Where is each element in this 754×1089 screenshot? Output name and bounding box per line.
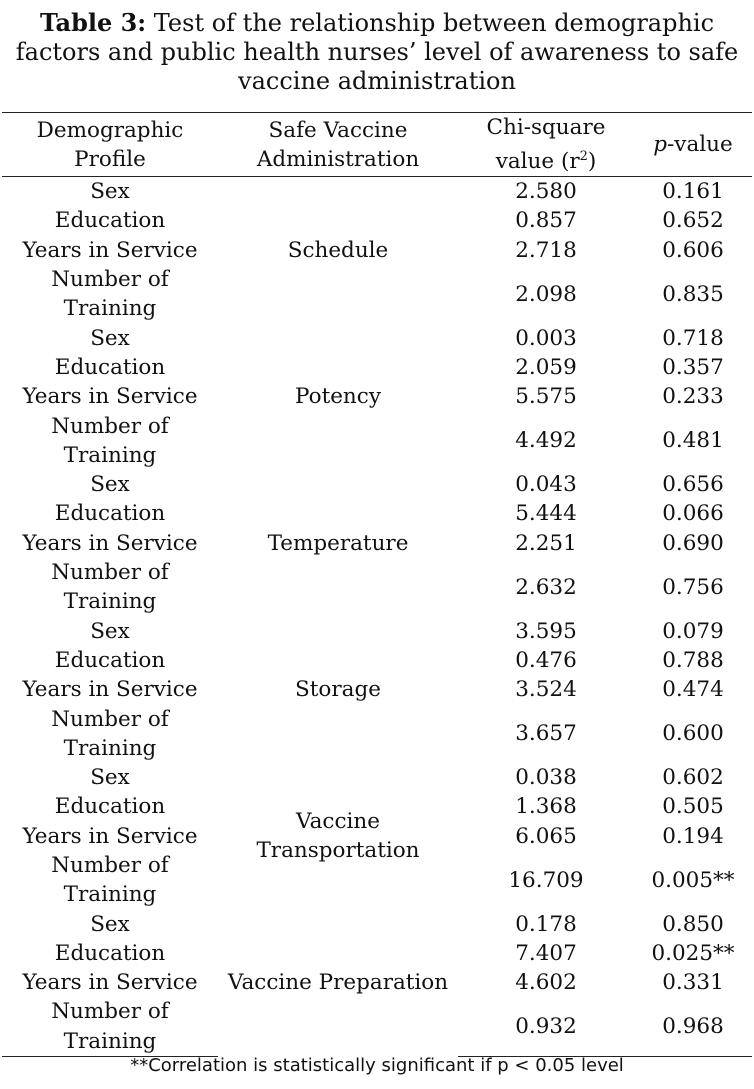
- cell-administration-category: Storage: [295, 677, 381, 703]
- table-row: [2, 763, 752, 792]
- cell-chi-square-value: 3.524: [515, 677, 577, 703]
- cell-p-value: 0.194: [662, 823, 724, 849]
- cell-chi-square-value: 2.098: [515, 281, 577, 307]
- cell-p-value: 0.233: [662, 384, 724, 410]
- cell-p-value: 0.718: [662, 325, 724, 351]
- cell-chi-square-value: 0.178: [515, 911, 577, 937]
- header-demographic-profile: Demographic Profile: [2, 113, 218, 177]
- cell-chi-square-value: 2.580: [515, 179, 577, 205]
- cell-chi-square-value: 4.602: [515, 970, 577, 996]
- cell-administration-category: Temperature: [267, 530, 409, 556]
- header-safe-vaccine-administration: Safe Vaccine Administration: [218, 113, 458, 177]
- cell-demographic-profile: Sex: [90, 179, 130, 205]
- cell-p-value: 0.357: [662, 354, 724, 380]
- cell-chi-square-value: 0.043: [515, 472, 577, 498]
- table-row: [2, 324, 752, 353]
- cell-chi-square-value: 3.657: [515, 721, 577, 747]
- cell-demographic-profile: Years in Service: [22, 677, 198, 703]
- cell-administration-category: Vaccine Preparation: [227, 970, 449, 996]
- cell-p-value: 0.005**: [651, 867, 735, 893]
- header-p-value: p-value: [634, 113, 752, 177]
- cell-demographic-profile: Sex: [90, 472, 130, 498]
- cell-p-value: 0.600: [662, 721, 724, 747]
- cell-demographic-profile: Sex: [90, 765, 130, 791]
- cell-p-value: 0.652: [662, 208, 724, 234]
- table-header: [2, 113, 752, 177]
- header-chi-square: Chi-square value $(r^2)$: [458, 113, 634, 177]
- cell-chi-square-value: 2.632: [515, 574, 577, 600]
- cell-demographic-profile: Number of Training: [51, 413, 169, 468]
- cell-p-value: 0.835: [662, 281, 724, 307]
- cell-chi-square-value: 3.595: [515, 618, 577, 644]
- cell-demographic-profile: Years in Service: [22, 530, 198, 556]
- cell-chi-square-value: 7.407: [515, 940, 577, 966]
- cell-demographic-profile: Education: [54, 647, 166, 673]
- cell-p-value: 0.690: [662, 530, 724, 556]
- cell-demographic-profile: Number of Training: [51, 706, 169, 761]
- cell-p-value: 0.850: [662, 911, 724, 937]
- cell-chi-square-value: 5.444: [515, 501, 577, 527]
- cell-p-value: 0.756: [662, 574, 724, 600]
- cell-administration-category: Schedule: [287, 237, 389, 263]
- cell-demographic-profile: Sex: [90, 618, 130, 644]
- cell-chi-square-value: 0.857: [515, 208, 577, 234]
- cell-p-value: 0.066: [662, 501, 724, 527]
- cell-demographic-profile: Education: [54, 940, 166, 966]
- table-row: [2, 910, 752, 939]
- cell-demographic-profile: Years in Service: [22, 384, 198, 410]
- cell-p-value: 0.788: [662, 647, 724, 673]
- cell-p-value: 0.474: [662, 677, 724, 703]
- cell-demographic-profile: Education: [54, 208, 166, 234]
- table-footnote: **Correlation is statistically significant if p < 0.05 level: [130, 1055, 624, 1076]
- cell-demographic-profile: Number of Training: [2, 997, 218, 1056]
- table-title: Test of the relationship between demographic factors and public health nurses’ level of awareness to safe vaccine administration: [15, 9, 739, 95]
- cell-chi-square-value: 1.368: [515, 794, 577, 820]
- cell-p-value: 0.602: [662, 765, 724, 791]
- table-body: [2, 177, 752, 1057]
- table-row: [2, 177, 752, 207]
- cell-chi-square-value: 0.038: [515, 765, 577, 791]
- cell-demographic-profile: Education: [54, 794, 166, 820]
- cell-administration-category: Potency: [295, 384, 381, 410]
- cell-chi-square-value: 5.575: [515, 384, 577, 410]
- cell-chi-square-value: 16.709: [508, 867, 584, 893]
- cell-p-value: 0.025**: [651, 940, 735, 966]
- cell-p-value: 0.656: [662, 472, 724, 498]
- cell-chi-square-value: 2.059: [515, 354, 577, 380]
- cell-demographic-profile: Years in Service: [22, 823, 198, 849]
- cell-chi-square-value: 0.476: [515, 647, 577, 673]
- cell-p-value: 0.079: [662, 618, 724, 644]
- cell-chi-square-value: 2.718: [515, 237, 577, 263]
- cell-p-value: 0.161: [662, 179, 724, 205]
- cell-chi-square-value: 4.492: [515, 428, 577, 454]
- cell-demographic-profile: Sex: [90, 911, 130, 937]
- cell-demographic-profile: Years in Service: [22, 970, 198, 996]
- table-row: [2, 470, 752, 499]
- cell-chi-square-value: 6.065: [515, 823, 577, 849]
- cell-demographic-profile: Years in Service: [22, 237, 198, 263]
- table-label: Table 3:: [39, 8, 147, 37]
- cell-p-value: 0.331: [662, 970, 724, 996]
- cell-p-value: 0.505: [662, 794, 724, 820]
- cell-p-value: 0.968: [634, 997, 752, 1056]
- cell-administration-category: Vaccine Transportation: [256, 809, 420, 864]
- cell-p-value: 0.606: [662, 237, 724, 263]
- cell-p-value: 0.481: [662, 428, 724, 454]
- cell-demographic-profile: Education: [54, 354, 166, 380]
- table-caption: [0, 8, 754, 96]
- cell-chi-square-value: 2.251: [515, 530, 577, 556]
- cell-demographic-profile: Number of Training: [51, 267, 169, 322]
- cell-chi-square-value: 0.932: [458, 997, 634, 1056]
- table-row: [2, 617, 752, 646]
- cell-chi-square-value: 0.003: [515, 325, 577, 351]
- cell-demographic-profile: Sex: [90, 325, 130, 351]
- cell-demographic-profile: Number of Training: [51, 560, 169, 615]
- results-table: [2, 112, 752, 1057]
- cell-demographic-profile: Number of Training: [51, 852, 169, 908]
- cell-demographic-profile: Education: [54, 501, 166, 527]
